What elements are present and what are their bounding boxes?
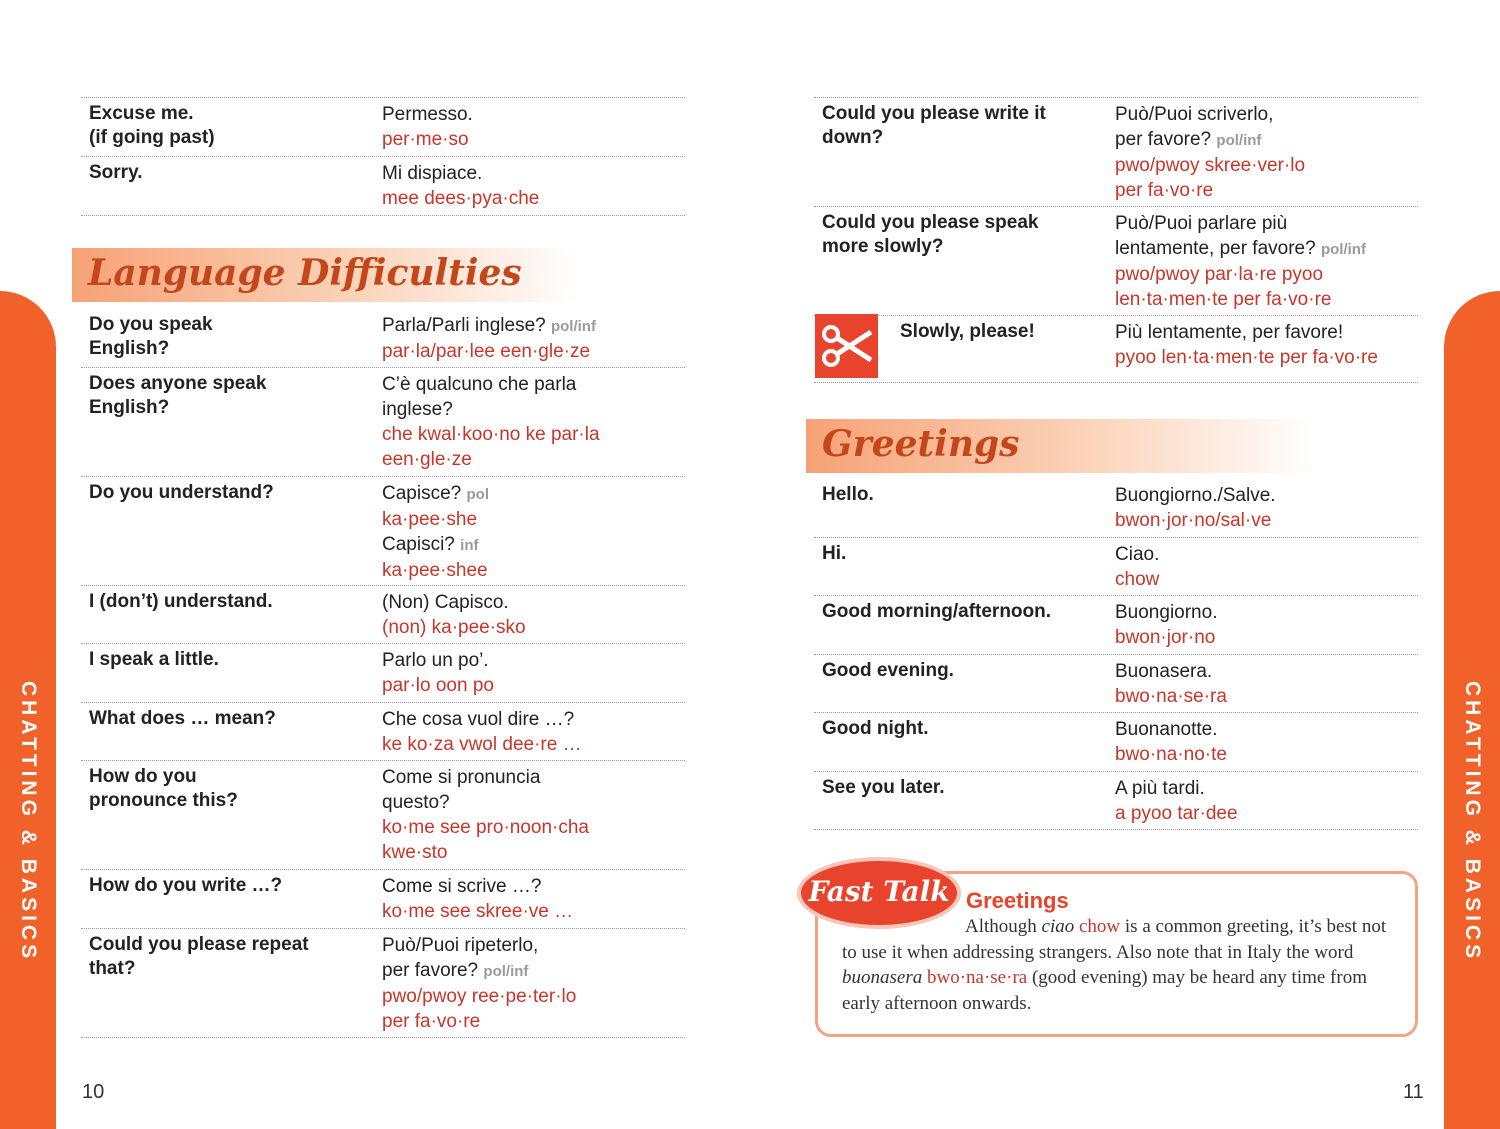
english-phrase xyxy=(814,211,1115,311)
italian-line: Parla/Parli inglese? xyxy=(382,315,546,336)
english-phrase xyxy=(81,590,382,639)
phrase-row xyxy=(814,98,1418,207)
italian-text xyxy=(1115,717,1418,742)
english-line: (if going past) xyxy=(89,127,215,148)
phrase-row xyxy=(81,98,685,157)
pronunciation xyxy=(382,422,685,447)
pronunciation xyxy=(1115,178,1418,203)
italian-line: Buongiorno./Salve. xyxy=(1115,485,1276,506)
italian-phrase xyxy=(1115,659,1418,708)
english-phrase xyxy=(81,161,382,211)
pronunciation xyxy=(1115,742,1418,767)
english-line: I speak a little. xyxy=(89,649,219,670)
italian-line: Può/Puoi scriverlo, xyxy=(1115,104,1274,125)
pronunciation: bwo·na·se·ra xyxy=(926,967,1028,988)
register-tag: pol xyxy=(466,486,489,503)
italian-text xyxy=(382,372,685,397)
english-line: Good night. xyxy=(822,718,929,739)
pronunciation: chow xyxy=(1079,916,1121,937)
body-text: Although xyxy=(965,916,1042,937)
italian-line: questo? xyxy=(382,792,450,813)
italian-phrase xyxy=(1115,776,1418,825)
italian-text xyxy=(1115,102,1418,127)
english-line: What does … mean? xyxy=(89,708,276,729)
body-text: is a common greeting, it’s best not to use it when addressing strangers. Also note that in Italy the word xyxy=(842,916,1387,963)
italian-line: Capisce? xyxy=(382,483,462,504)
english-phrase xyxy=(814,483,1115,533)
pronunciation-text: ka·pee·she xyxy=(382,509,478,530)
english-phrase xyxy=(814,717,1115,767)
italian-line: Buongiorno. xyxy=(1115,602,1218,623)
pronunciation-text: kwe·sto xyxy=(382,842,448,863)
pronunciation xyxy=(382,558,685,583)
italian-phrase xyxy=(382,161,685,211)
english-phrase xyxy=(81,765,382,865)
pronunciation xyxy=(382,815,685,840)
english-phrase xyxy=(81,707,382,756)
english-phrase xyxy=(81,874,382,924)
phrase-row xyxy=(814,479,1418,538)
english-line: Could you please speak xyxy=(822,212,1039,233)
pronunciation xyxy=(1115,153,1418,178)
italian-phrase xyxy=(1115,320,1418,378)
pronunciation-text: een·gle·ze xyxy=(382,449,472,470)
page-number-left: 10 xyxy=(82,1081,105,1103)
italian-phrase xyxy=(1115,600,1418,650)
italian-line: inglese? xyxy=(382,399,453,420)
phrase-row xyxy=(814,713,1418,772)
italian-line: A più tardi. xyxy=(1115,778,1205,799)
phrase-row xyxy=(814,538,1418,596)
pronunciation xyxy=(382,127,685,152)
section-heading-greetings xyxy=(806,419,1316,473)
italian-phrase xyxy=(382,707,685,756)
scissors-icon xyxy=(815,314,878,378)
pronunciation xyxy=(382,899,685,924)
phrase-row xyxy=(81,870,685,929)
pronunciation xyxy=(1115,345,1418,370)
pronunciation-text: ko·me see pro·noon·cha xyxy=(382,817,589,838)
italian-phrase xyxy=(382,102,685,152)
section-heading-language xyxy=(72,248,582,302)
pronunciation-text: per fa·vo·re xyxy=(382,1011,481,1032)
italian-phrase xyxy=(382,933,685,1033)
phrase-row xyxy=(814,655,1418,713)
italian-line: Mi dispiace. xyxy=(382,163,483,184)
italian-text xyxy=(382,590,685,615)
italian-text xyxy=(1115,483,1418,508)
phrase-row xyxy=(81,929,685,1038)
italian-line: Capisci? xyxy=(382,534,455,555)
italian-text xyxy=(1115,542,1418,567)
phrase-row xyxy=(81,477,685,586)
pronunciation-text: chow xyxy=(1115,569,1160,590)
phrase-row xyxy=(81,157,685,216)
pronunciation xyxy=(1115,625,1418,650)
phrase-row xyxy=(81,586,685,644)
italian-phrase xyxy=(1115,102,1418,202)
italian-line: Come si pronuncia xyxy=(382,767,541,788)
english-phrase xyxy=(814,776,1115,825)
pronunciation-text: (non) ka·pee·sko xyxy=(382,617,526,638)
italian-line: per favore? xyxy=(1115,129,1212,150)
phrase-row xyxy=(814,772,1418,830)
english-line: down? xyxy=(822,127,884,148)
phrase-table-language xyxy=(81,309,685,1038)
pronunciation xyxy=(382,339,685,364)
pronunciation xyxy=(1115,801,1418,826)
pronunciation xyxy=(382,840,685,865)
english-line: Good evening. xyxy=(822,660,954,681)
pronunciation-text: per·me·so xyxy=(382,129,469,150)
english-line: Does anyone speak xyxy=(89,373,267,394)
phrase-row xyxy=(81,703,685,761)
pronunciation-text: ko·me see skree·ve … xyxy=(382,901,574,922)
italian-text xyxy=(382,874,685,899)
english-phrase xyxy=(814,600,1115,650)
italian-line: Può/Puoi parlare più xyxy=(1115,213,1288,234)
italian-line: Buonanotte. xyxy=(1115,719,1218,740)
fast-talk-title: Greetings xyxy=(966,888,1069,913)
phrase-row xyxy=(81,761,685,870)
side-tab-left xyxy=(0,291,56,1129)
italian-line: Parlo un po’. xyxy=(382,650,489,671)
italian-text xyxy=(1115,659,1418,684)
pronunciation-text: a pyoo tar·dee xyxy=(1115,803,1238,824)
english-line: Hi. xyxy=(822,543,847,564)
italian-line: Come si scrive …? xyxy=(382,876,542,897)
italian-phrase xyxy=(382,590,685,639)
english-line: Could you please repeat xyxy=(89,934,309,955)
italian-text xyxy=(1115,600,1418,625)
english-line: How do you write …? xyxy=(89,875,283,896)
italian-phrase xyxy=(1115,483,1418,533)
pronunciation-text: ka·pee·shee xyxy=(382,560,488,581)
english-line: I (don’t) understand. xyxy=(89,591,273,612)
pronunciation-text: pwo/pwoy par·la·re pyoo xyxy=(1115,264,1324,285)
pronunciation xyxy=(382,984,685,1009)
register-tag: pol/inf xyxy=(1320,241,1366,258)
italian-line: Ciao. xyxy=(1115,544,1160,565)
pronunciation xyxy=(382,615,685,640)
italian-text xyxy=(382,648,685,673)
italian-line: Che cosa vuol dire …? xyxy=(382,709,575,730)
italian-text xyxy=(382,958,685,984)
english-phrase xyxy=(81,481,382,581)
italian-phrase xyxy=(382,313,685,363)
italian-text xyxy=(1115,211,1418,236)
italian-text xyxy=(382,102,685,127)
pronunciation-text: che kwal·koo·no ke par·la xyxy=(382,424,600,445)
pronunciation-text: par·lo oon po xyxy=(382,675,494,696)
pronunciation-text: pwo/pwoy ree·pe·ter·lo xyxy=(382,986,577,1007)
italian-line: lentamente, per favore? xyxy=(1115,238,1316,259)
side-tab-right xyxy=(1444,291,1500,1129)
english-line: Do you speak xyxy=(89,314,213,335)
register-tag: inf xyxy=(460,537,479,554)
italian-phrase xyxy=(1115,717,1418,767)
italian-line: Può/Puoi ripeterlo, xyxy=(382,935,539,956)
pronunciation xyxy=(382,732,685,757)
phrase-table-left-top xyxy=(81,97,685,216)
english-phrase xyxy=(81,102,382,152)
english-line: How do you xyxy=(89,766,197,787)
pronunciation xyxy=(1115,567,1418,592)
italian-text xyxy=(382,707,685,732)
english-line: Hello. xyxy=(822,484,874,505)
phrase-row xyxy=(81,368,685,477)
english-line: Slowly, please! xyxy=(900,321,1035,342)
english-line: Could you please write it xyxy=(822,103,1046,124)
section-heading-text: Language Difficulties xyxy=(88,252,522,294)
pronunciation xyxy=(382,507,685,532)
pronunciation xyxy=(1115,508,1418,533)
italian-text xyxy=(382,790,685,815)
english-line: Excuse me. xyxy=(89,103,194,124)
italian-phrase xyxy=(382,765,685,865)
english-phrase xyxy=(814,102,1115,202)
english-phrase xyxy=(81,313,382,363)
phrase-row xyxy=(814,207,1418,316)
english-line: English? xyxy=(89,338,170,359)
english-line: more slowly? xyxy=(822,236,944,257)
phrase-row xyxy=(81,644,685,703)
italian-phrase xyxy=(1115,542,1418,591)
pronunciation-text: pyoo len·ta·men·te per fa·vo·re xyxy=(1115,347,1378,368)
pronunciation-text: pwo/pwoy skree·ver·lo xyxy=(1115,155,1306,176)
italian-text xyxy=(1115,127,1418,153)
fast-talk-badge-label: Fast Talk xyxy=(808,875,950,908)
italian-word: ciao xyxy=(1041,916,1075,937)
section-heading-text: Greetings xyxy=(822,423,1020,465)
italian-text xyxy=(382,532,685,558)
phrase-row xyxy=(81,309,685,368)
pronunciation-text: bwo·na·se·ra xyxy=(1115,686,1227,707)
italian-line: Più lentamente, per favore! xyxy=(1115,322,1344,343)
pronunciation-text: ke ko·za vwol dee·re … xyxy=(382,734,582,755)
pronunciation xyxy=(382,673,685,698)
italian-text xyxy=(382,313,685,339)
pronunciation xyxy=(382,447,685,472)
italian-phrase xyxy=(382,481,685,581)
side-tab-label: CHATTING & BASICS xyxy=(17,681,40,963)
pronunciation-text: len·ta·men·te per fa·vo·re xyxy=(1115,289,1332,310)
register-tag: pol/inf xyxy=(483,963,529,980)
pronunciation-text: bwon·jor·no/sal·ve xyxy=(1115,510,1272,531)
pronunciation xyxy=(382,186,685,211)
italian-text xyxy=(382,481,685,507)
page-number-right: 11 xyxy=(1403,1081,1424,1103)
english-line: Sorry. xyxy=(89,162,143,183)
italian-text xyxy=(382,161,685,186)
phrase-table-right-top xyxy=(814,97,1418,383)
english-phrase xyxy=(81,648,382,698)
italian-word: buonasera xyxy=(842,967,923,988)
english-phrase xyxy=(814,659,1115,708)
side-tab-label: CHATTING & BASICS xyxy=(1461,681,1484,963)
italian-phrase xyxy=(1115,211,1418,311)
italian-line: (Non) Capisco. xyxy=(382,592,509,613)
italian-text xyxy=(1115,320,1418,345)
fast-talk-body xyxy=(842,914,1402,1016)
pronunciation xyxy=(1115,287,1418,312)
english-line: that? xyxy=(89,958,136,979)
pronunciation-text: per fa·vo·re xyxy=(1115,180,1214,201)
pronunciation-text: par·la/par·lee een·gle·ze xyxy=(382,341,591,362)
italian-phrase xyxy=(382,372,685,472)
italian-line: Permesso. xyxy=(382,104,473,125)
italian-text xyxy=(382,397,685,422)
italian-phrase xyxy=(382,874,685,924)
pronunciation-text: bwon·jor·no xyxy=(1115,627,1216,648)
english-line: See you later. xyxy=(822,777,945,798)
english-line: pronounce this? xyxy=(89,790,238,811)
english-line: Good morning/afternoon. xyxy=(822,601,1052,622)
italian-text xyxy=(382,933,685,958)
english-phrase xyxy=(814,542,1115,591)
italian-line: per favore? xyxy=(382,960,479,981)
register-tag: pol/inf xyxy=(1216,132,1262,149)
italian-phrase xyxy=(382,648,685,698)
phrase-row xyxy=(814,596,1418,655)
register-tag: pol/inf xyxy=(550,318,596,335)
english-line: English? xyxy=(89,397,170,418)
phrase-row xyxy=(814,316,1418,383)
pronunciation-text: bwo·na·no·te xyxy=(1115,744,1227,765)
pronunciation xyxy=(1115,262,1418,287)
pronunciation-text: mee dees·pya·che xyxy=(382,188,540,209)
italian-text xyxy=(1115,776,1418,801)
phrase-table-greetings xyxy=(814,479,1418,830)
body-text: (good evening) may be heard any time from early afternoon onwards. xyxy=(842,967,1367,1014)
italian-line: C’è qualcuno che parla xyxy=(382,374,577,395)
italian-line: Buonasera. xyxy=(1115,661,1213,682)
pronunciation xyxy=(1115,684,1418,709)
english-phrase xyxy=(81,372,382,472)
english-line: Do you understand? xyxy=(89,482,274,503)
italian-text xyxy=(1115,236,1418,262)
english-phrase xyxy=(81,933,382,1033)
italian-text xyxy=(382,765,685,790)
pronunciation xyxy=(382,1009,685,1034)
